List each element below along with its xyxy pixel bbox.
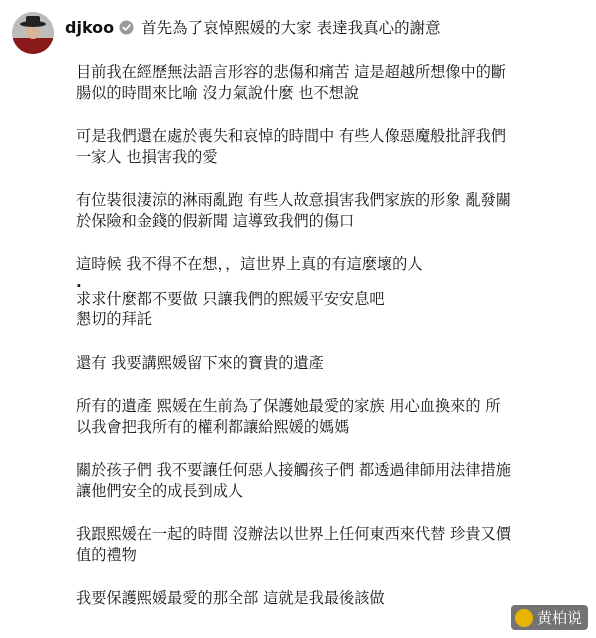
caption-line: 有位裝很淒涼的淋雨亂跑 有些人故意損害我們家族的形象 亂發關 <box>76 191 511 209</box>
watermark-logo-icon <box>515 609 533 627</box>
paragraph <box>76 126 581 167</box>
paragraph <box>76 524 581 565</box>
caption-dot: . <box>76 272 82 291</box>
caption-line: 以我會把我所有的權利都讓給熙媛的媽媽 <box>76 417 350 436</box>
verified-badge-icon <box>119 20 134 35</box>
caption-first-line: 首先為了哀悼熙媛的大家 表達我真心的謝意 <box>141 19 441 37</box>
post-header <box>65 14 585 40</box>
paragraph <box>76 396 581 437</box>
paragraph <box>76 190 581 231</box>
caption-line: 還有 我要講熙媛留下來的寶貴的遺產 <box>76 353 324 372</box>
caption-line: 所有的遺產 熙媛在生前為了保護她最愛的家族 用心血換來的 所 <box>76 397 501 415</box>
caption-line: 一家人 也損害我的愛 <box>76 147 218 166</box>
caption-line: 可是我們還在處於喪失和哀悼的時間中 有些人像惡魔般批評我們 <box>76 127 507 145</box>
watermark <box>511 605 588 630</box>
paragraph <box>76 254 581 275</box>
caption-line: 腸似的時間來比喻 沒力氣說什麼 也不想說 <box>76 83 360 102</box>
avatar[interactable] <box>12 12 54 54</box>
caption-line: 懇切的拜託 <box>76 310 152 328</box>
caption-line: 關於孩子們 我不要讓任何惡人接觸孩子們 都透過律師用法律措施 <box>76 461 511 479</box>
username-link[interactable]: djkoo <box>65 17 115 37</box>
caption-line: 我跟熙媛在一起的時間 沒辦法以世界上任何東西來代替 珍貴又價 <box>76 525 511 543</box>
caption-line: 讓他們安全的成長到成人 <box>76 481 244 500</box>
caption-body <box>76 62 581 609</box>
paragraph <box>76 588 581 609</box>
caption-line: 求求什麼都不要做 只讓我們的熙媛平安安息吧 <box>76 289 385 308</box>
paragraph <box>76 353 581 374</box>
caption-line: 於保險和金錢的假新聞 這導致我們的傷口 <box>76 211 355 230</box>
caption-line: 這時候 我不得不在想，，這世界上真的有這麼壞的人 <box>76 255 423 273</box>
paragraph <box>76 460 581 501</box>
caption-line: 值的禮物 <box>76 545 137 564</box>
avatar-image <box>12 12 54 54</box>
caption-line: 目前我在經歷無法語言形容的悲傷和痛苦 這是超越所想像中的斷 <box>76 63 507 81</box>
paragraph <box>76 272 581 330</box>
watermark-text: 黄柏说 <box>536 609 582 627</box>
caption-line: 我要保護熙媛最愛的那全部 這就是我最後該做 <box>76 589 385 607</box>
paragraph <box>76 62 581 103</box>
